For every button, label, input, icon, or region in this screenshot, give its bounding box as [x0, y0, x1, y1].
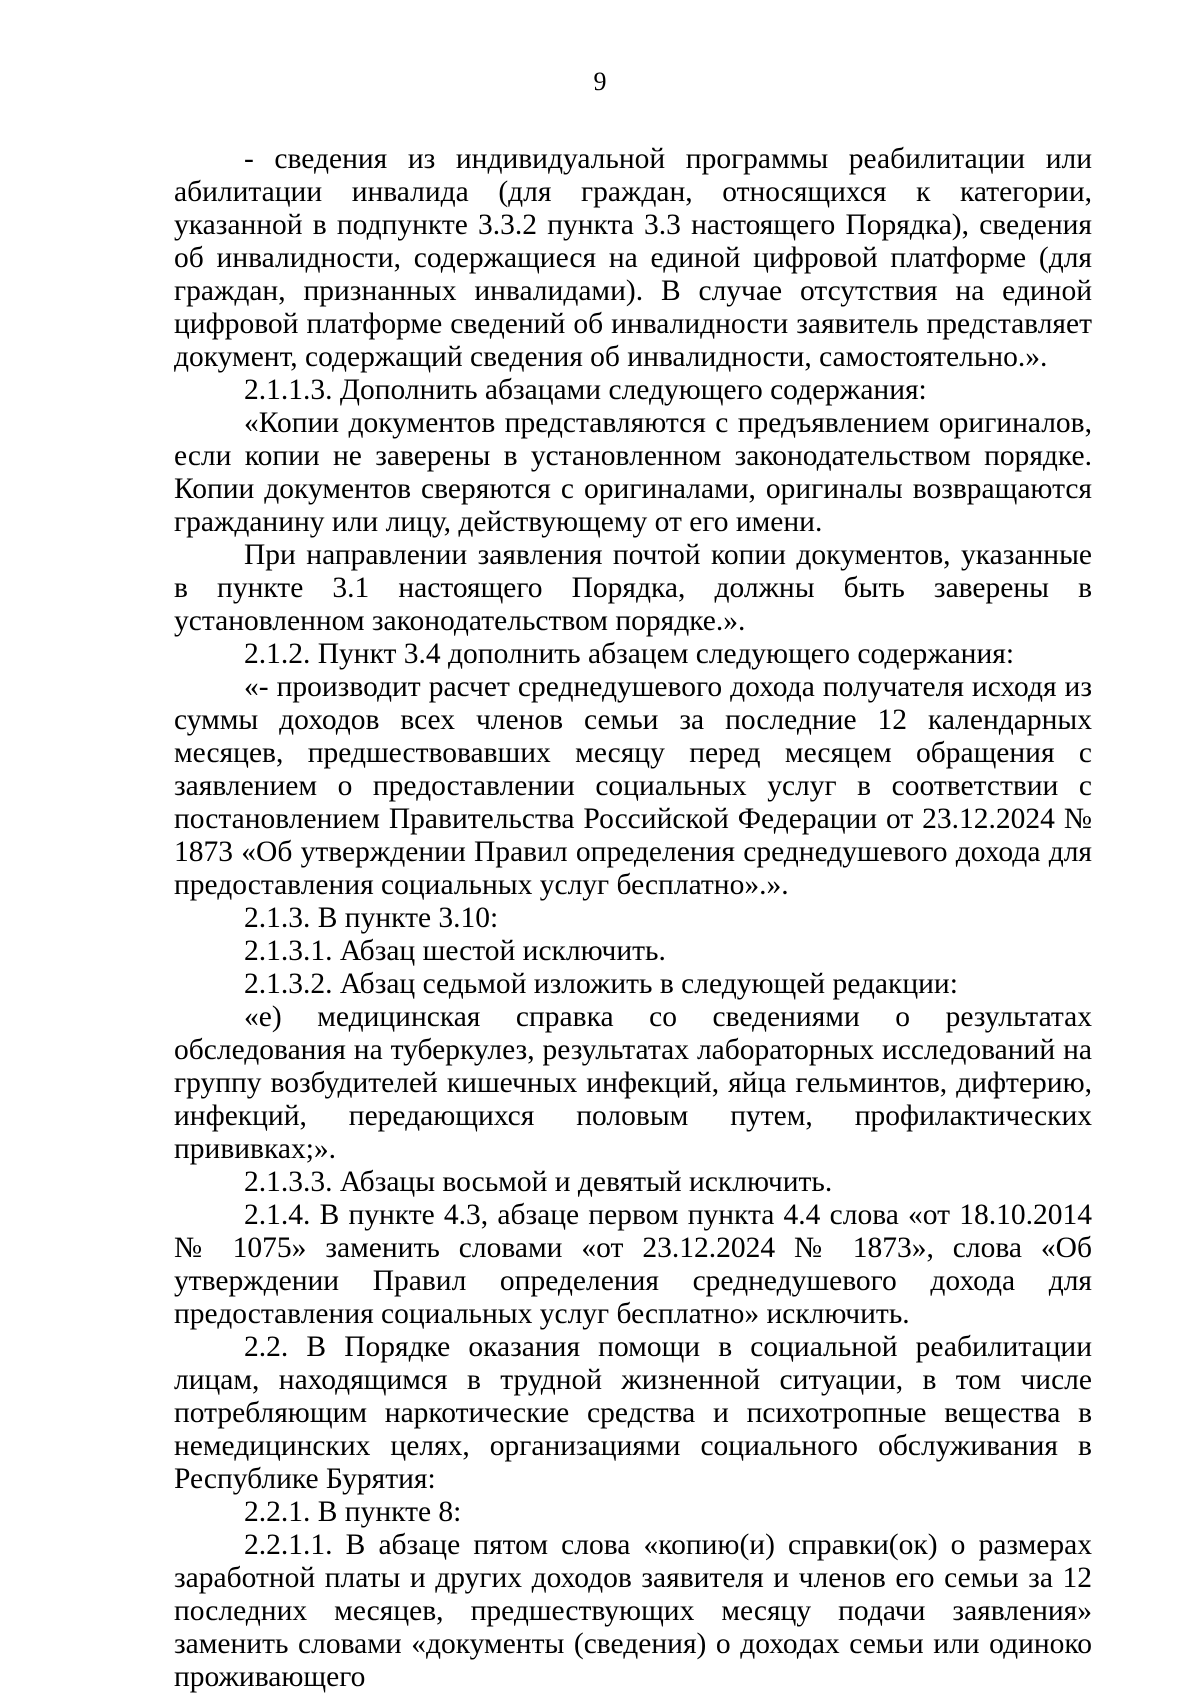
- paragraph: 2.1.3. В пункте 3.10:: [244, 902, 499, 934]
- paragraph: 2.1.1.3. Дополнить абзацами следующего содержания:: [244, 374, 927, 406]
- document-body: [174, 143, 1092, 1694]
- paragraph: 2.1.4. В пункте 4.3, абзаце первом пункта 4.4 слова «от 18.10.2014 № 1075» заменить словами «от 23.12.2024 № 1873», слова «Об утверждении Правил определения среднедушевого дохода для предоставления социальных услуг бесплатно» исключить.: [174, 1199, 1092, 1330]
- paragraph: - сведения из индивидуальной программы реабилитации или абилитации инвалида (для граждан, относящихся к категории, указанной в подпункте 3.3.2 пункта 3.3 настоящего Порядка), сведения об инвалидности, содержащиеся на единой цифровой платформе (для граждан, признанных инвалидами). В случае отсутствия на единой цифровой платформе сведений об инвалидности заявитель представляет документ, содержащий сведения об инвалидности, самостоятельно.».: [174, 143, 1092, 373]
- paragraph: «Копии документов представляются с предъявлением оригиналов, если копии не заверены в установленном законодательством порядке. Копии документов сверяются с оригиналами, оригиналы возвращаются гражданину или лицу, действующему от его имени.: [174, 407, 1092, 538]
- paragraph: «- производит расчет среднедушевого дохода получателя исходя из суммы доходов всех членов семьи за последние 12 календарных месяцев, предшествовавших месяцу перед месяцем обращения с заявлением о предоставлении социальных услуг в соответствии с постановлением Правительства Российской Федерации от 23.12.2024 № 1873 «Об утверждении Правил определения среднедушевого дохода для предоставления социальных услуг бесплатно».».: [174, 671, 1092, 901]
- paragraph: 2.2.1.1. В абзаце пятом слова «копию(и) справки(ок) о размерах заработной платы и других доходов заявителя и членов его семьи за 12 последних месяцев, предшествующих месяцу подачи заявления» заменить словами «документы (сведения) о доходах семьи или одиноко проживающего: [174, 1529, 1092, 1693]
- paragraph: 2.2.1. В пункте 8:: [244, 1496, 462, 1528]
- paragraph: 2.1.3.2. Абзац седьмой изложить в следующей редакции:: [244, 968, 958, 1000]
- paragraph: При направлении заявления почтой копии документов, указанные в пункте 3.1 настоящего Порядка, должны быть заверены в установленном законодательством порядке.».: [174, 539, 1092, 637]
- paragraph: 2.1.3.1. Абзац шестой исключить.: [244, 935, 666, 967]
- paragraph: 2.1.3.3. Абзацы восьмой и девятый исключить.: [244, 1166, 833, 1198]
- paragraph: «е) медицинская справка со сведениями о результатах обследования на туберкулез, результатах лабораторных исследований на группу возбудителей кишечных инфекций, яйца гельминтов, дифтерию, инфекций, передающихся половым путем, профилактических прививках;».: [174, 1001, 1092, 1165]
- page-number: 9: [593, 67, 607, 96]
- paragraph: 2.2. В Порядке оказания помощи в социальной реабилитации лицам, находящимся в трудной жизненной ситуации, в том числе потребляющим наркотические средства и психотропные вещества в немедицинских целях, организациями социального обслуживания в Республике Бурятия:: [174, 1331, 1092, 1495]
- paragraph: 2.1.2. Пункт 3.4 дополнить абзацем следующего содержания:: [244, 638, 1015, 670]
